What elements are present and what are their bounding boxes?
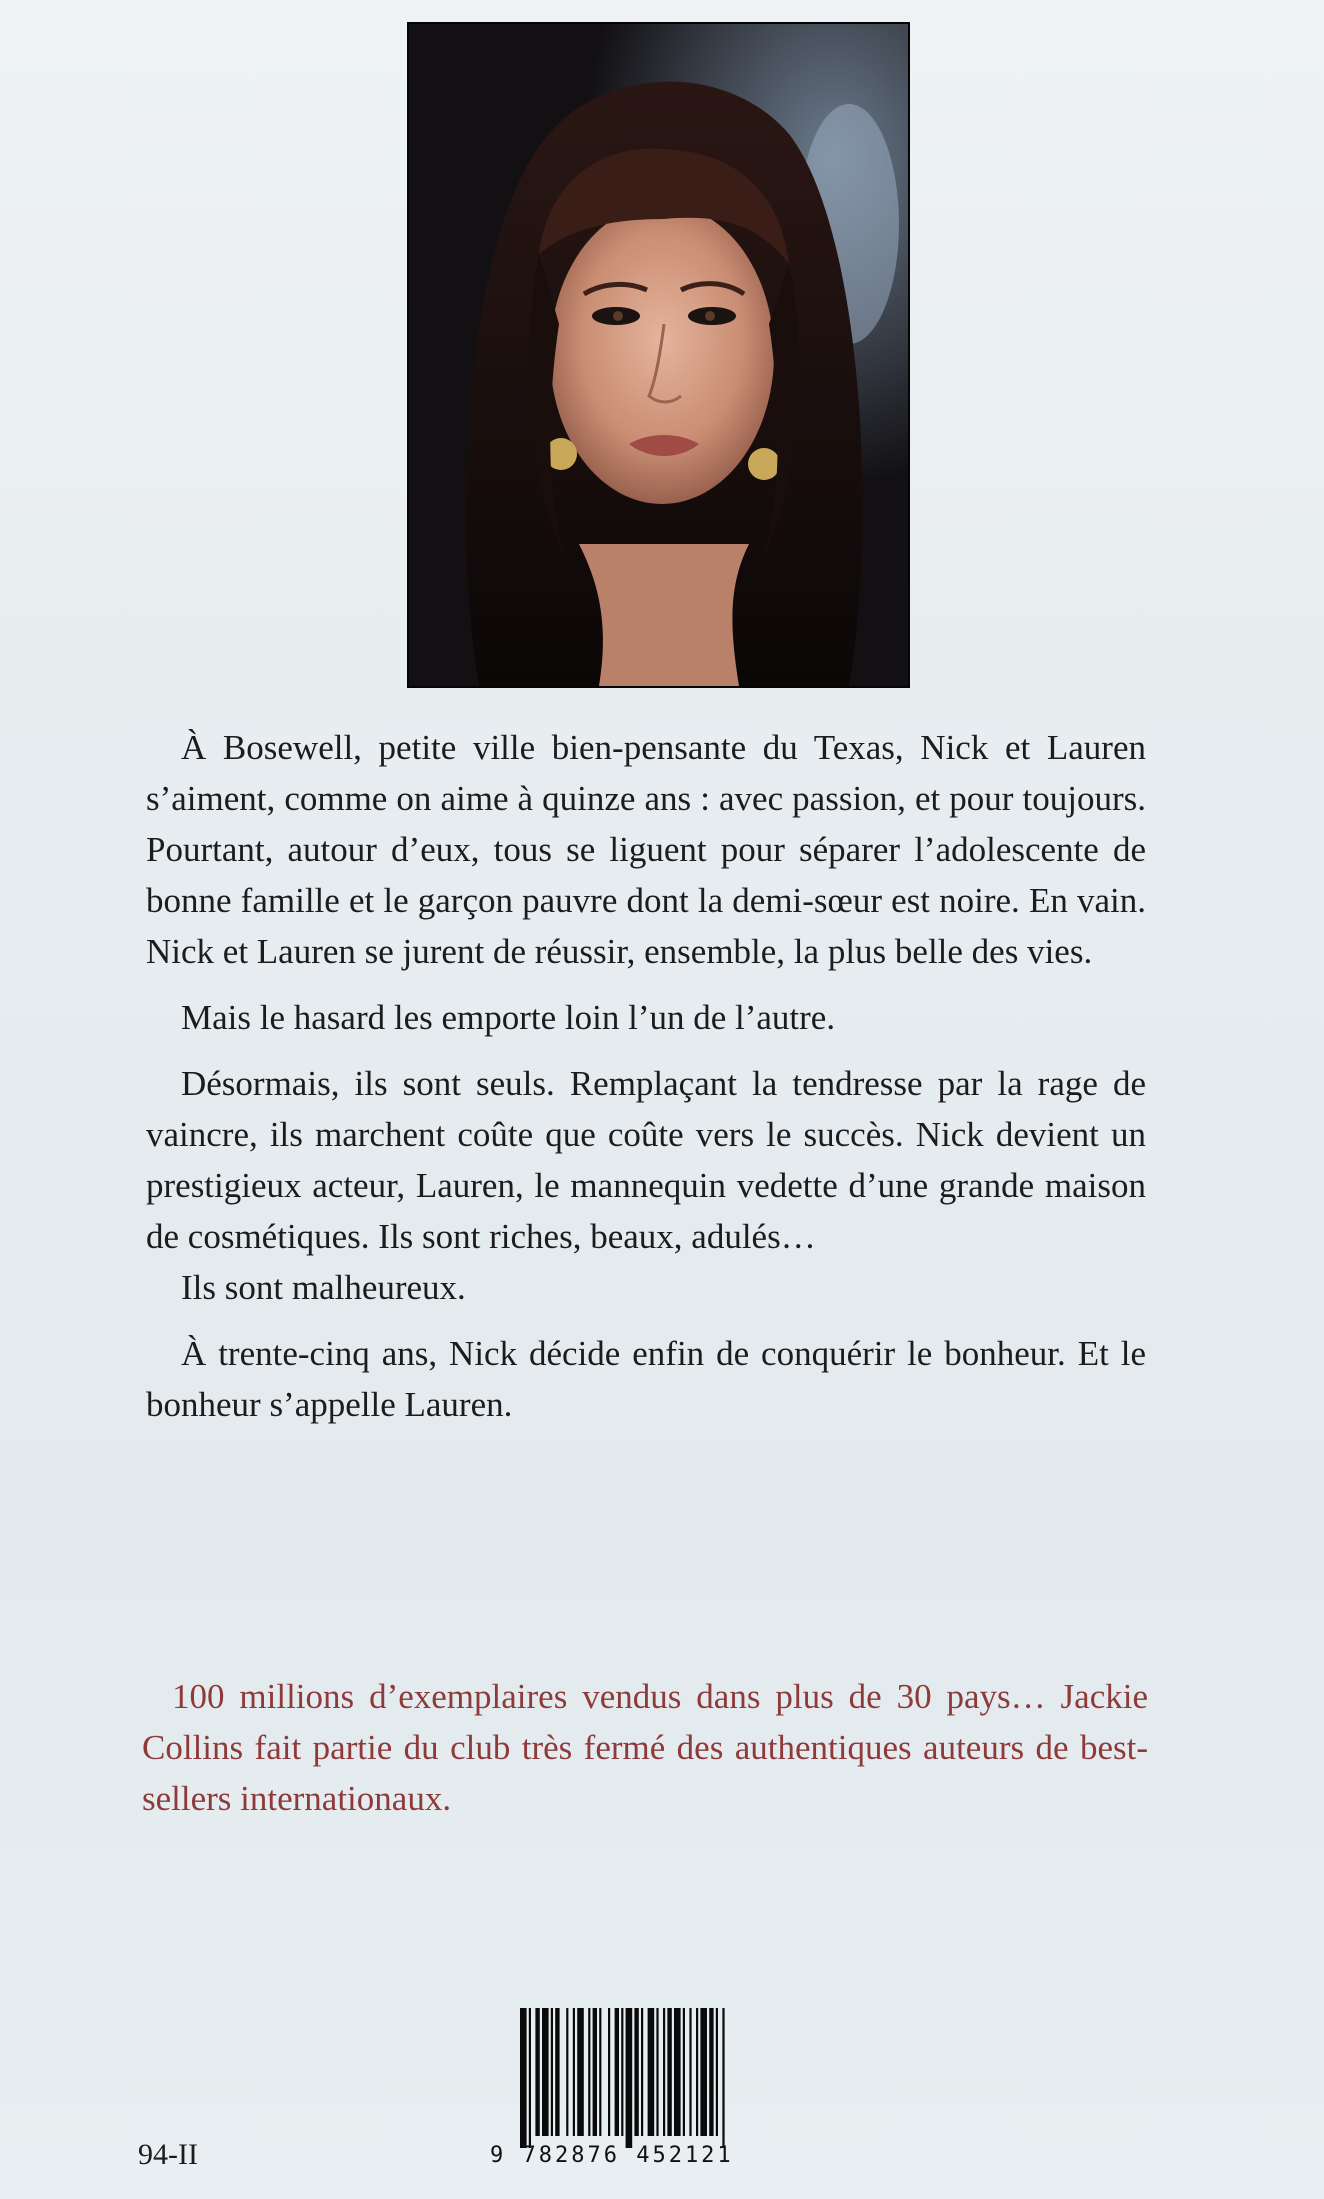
blurb-paragraph-3: Désormais, ils sont seuls. Remplaçant la tendresse par la rage de vaincre, ils marchent coûte que coûte vers le succès. Nick devient un prestigieux acteur, Lauren, le mannequin vedette d’une grande maison de cosmétiques. Ils sont riches, beaux, adulés… bbox=[146, 1064, 1146, 1256]
barcode-bar bbox=[593, 2008, 597, 2136]
barcode-bar bbox=[608, 2008, 610, 2136]
author-portrait-photo bbox=[407, 22, 910, 688]
barcode-bar bbox=[599, 2008, 601, 2136]
barcode-bar bbox=[656, 2008, 658, 2136]
barcode-number: 9 782876 452121 bbox=[490, 2143, 734, 2168]
blurb-paragraph-5: À trente-cinq ans, Nick décide enfin de conquérir le bonheur. Et le bonheur s’appelle Lauren. bbox=[146, 1334, 1146, 1424]
sales-tagline bbox=[142, 1671, 1148, 1824]
catalog-code: 94-II bbox=[138, 2138, 198, 2171]
barcode-bar bbox=[520, 2008, 527, 2148]
barcode-bar bbox=[615, 2008, 619, 2136]
barcode-bars bbox=[520, 2008, 725, 2148]
barcode-bar bbox=[542, 2008, 549, 2136]
barcode-bar bbox=[588, 2008, 590, 2136]
barcode-bar bbox=[566, 2008, 568, 2136]
barcode-bar bbox=[577, 2008, 584, 2136]
barcode-bar bbox=[689, 2008, 691, 2136]
barcode-bar bbox=[621, 2008, 623, 2136]
blurb-text bbox=[146, 722, 1146, 1445]
blurb-paragraph-2: Mais le hasard les emporte loin l’un de l’autre. bbox=[181, 998, 836, 1037]
barcode-bar bbox=[529, 2008, 531, 2148]
blurb-paragraph-4: Ils sont malheureux. bbox=[181, 1268, 466, 1307]
barcode-bar bbox=[663, 2008, 665, 2136]
barcode-bar bbox=[674, 2008, 681, 2136]
barcode-bar bbox=[641, 2008, 643, 2136]
barcode-bar bbox=[709, 2008, 713, 2136]
barcode-bar bbox=[716, 2008, 718, 2136]
barcode-bar bbox=[626, 2008, 633, 2148]
barcode-bar bbox=[722, 2008, 724, 2148]
barcode-bar bbox=[634, 2008, 638, 2136]
barcode-bar bbox=[700, 2008, 707, 2136]
barcode-bar bbox=[551, 2008, 553, 2136]
portrait-illustration bbox=[409, 24, 908, 686]
barcode-bar bbox=[696, 2008, 698, 2136]
tagline-text: 100 millions d’exemplaires vendus dans plus de 30 pays… Jackie Collins fait partie du club très fermé des authentiques auteurs de best-sellers internationaux. bbox=[142, 1677, 1148, 1818]
blurb-paragraph-1: À Bosewell, petite ville bien-pensante du Texas, Nick et Lauren s’aiment, comme on aime à quinze ans : avec passion, et pour toujours. Pourtant, autour d’eux, tous se liguent pour séparer l’adolescente de bonne famille et le garçon pauvre dont la demi-sœur est noire. En vain. Nick et Lauren se jurent de réussir, ensemble, la plus belle des vies. bbox=[146, 728, 1146, 971]
barcode-bar bbox=[683, 2008, 685, 2136]
barcode-bar bbox=[535, 2008, 539, 2136]
barcode-bar bbox=[667, 2008, 671, 2136]
barcode-bar bbox=[555, 2008, 559, 2136]
barcode-bar bbox=[573, 2008, 575, 2136]
barcode-bar bbox=[648, 2008, 655, 2136]
